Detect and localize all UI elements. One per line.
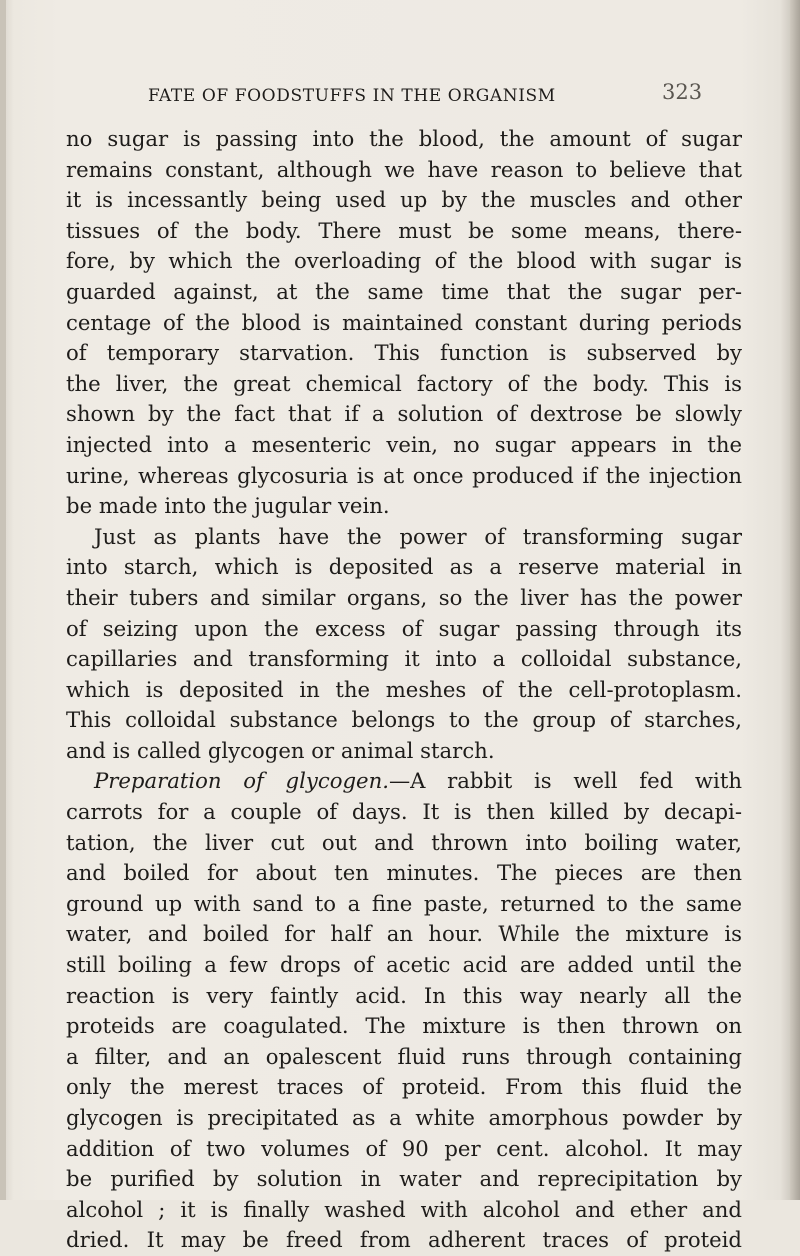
text-line: be purified by solution in water and reprecipitation by [66, 1166, 742, 1192]
text-line: guarded against, at the same time that the sugar per- [66, 278, 742, 304]
text-line: Preparation of glycogen.—A rabbit is well fed with [94, 768, 742, 794]
text-line: no sugar is passing into the blood, the amount of sugar [66, 126, 742, 151]
page-edge-shadow [790, 0, 800, 1200]
body-text [66, 124, 742, 1256]
text-line: glycogen is precipitated as a white amorphous powder by [66, 1105, 742, 1130]
text-line: ground up with sand to a fine paste, returned to the same [66, 890, 742, 916]
text-line: still boiling a few drops of acetic acid are added until the [66, 952, 742, 978]
text-line: shown by the fact that if a solution of dextrose be slowly [66, 401, 742, 427]
text-line: and boiled for about ten minutes. The pieces are then [66, 860, 742, 886]
page-number: 323 [662, 80, 703, 104]
text-line: addition of two volumes of 90 per cent. alcohol. It may [66, 1135, 742, 1161]
text-line: dried. It may be freed from adherent traces of proteid [66, 1227, 742, 1253]
text-line: This colloidal substance belongs to the group of starches, [66, 707, 742, 733]
text-line: injected into a mesenteric vein, no sugar appears in the [66, 431, 742, 457]
text-line: fore, by which the overloading of the blood with sugar is [66, 248, 742, 274]
text-line: urine, whereas glycosuria is at once produced if the injection [66, 462, 742, 488]
text-line: of temporary starvation. This function is subserved by [66, 340, 742, 366]
text-line: water, and boiled for half an hour. While the mixture is [66, 921, 742, 947]
preparation-text: A rabbit is well fed with [410, 768, 742, 794]
text-line: of seizing upon the excess of sugar passing through its [66, 615, 742, 641]
text-line: remains constant, although we have reason to believe that [66, 156, 742, 182]
page-gutter-shadow [0, 0, 6, 1200]
text-line: into starch, which is deposited as a reserve material in [66, 554, 742, 580]
text-line: carrots for a couple of days. It is then killed by decapi- [66, 799, 742, 825]
text-line: which is deposited in the meshes of the cell-protoplasm. [66, 676, 742, 702]
text-line: be made into the jugular vein. [66, 493, 390, 519]
text-line: a filter, and an opalescent fluid runs through containing [66, 1043, 742, 1069]
text-line: their tubers and similar organs, so the liver has the power [66, 584, 742, 610]
text-line: proteids are coagulated. The mixture is then thrown on [66, 1013, 742, 1039]
text-line: tissues of the body. There must be some means, there- [66, 217, 742, 243]
text-line: centage of the blood is maintained constant during periods [66, 309, 742, 335]
preparation-heading: Preparation of glycogen. [94, 768, 389, 794]
text-line: alcohol ; it is finally washed with alcohol and ether and [66, 1196, 742, 1222]
text-line: reaction is very faintly acid. In this way nearly all the [66, 982, 742, 1008]
text-line: capillaries and transforming it into a colloidal substance, [66, 646, 742, 672]
text-line: it is incessantly being used up by the muscles and other [66, 187, 742, 213]
text-line: tation, the liver cut out and thrown into boiling water, [66, 829, 742, 855]
text-line: the liver, the great chemical factory of the body. This is [66, 370, 742, 396]
text-line: Just as plants have the power of transforming sugar [94, 523, 742, 549]
text-line: and is called glycogen or animal starch. [66, 737, 495, 763]
text-line: only the merest traces of proteid. From this fluid the [66, 1074, 742, 1100]
running-head-title: FATE OF FOODSTUFFS IN THE ORGANISM [148, 86, 556, 106]
